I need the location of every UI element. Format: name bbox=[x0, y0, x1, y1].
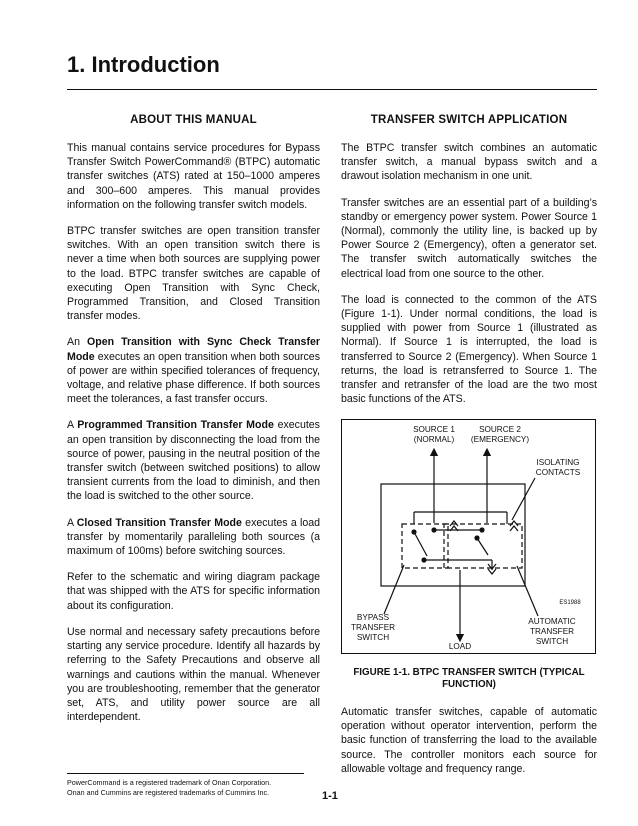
application-paragraph-4: Automatic transfer switches, capable of automatic operation without operator intervention, perform the basic function of transferring the load to the available source. The controller monitors each source for allowable voltage and frequency range. bbox=[341, 706, 597, 775]
title-rule bbox=[67, 89, 597, 90]
application-paragraph-3: The load is connected to the common of the ATS (Figure 1-1). Under normal conditions, the load is supplied with power from Source 1 (illustrated as Normal). If Source 1 is interrupted, the load is transferred to Source 2 (Emergency). When Source 1 returns, the load is retransferred to Source 1. The transfer and retransfer of the load are the two most basic functions of the ATS. bbox=[341, 293, 597, 406]
application-heading: TRANSFER SWITCH APPLICATION bbox=[370, 114, 568, 126]
about-paragraph-2: BTPC transfer switches are open transition transfer switches. With an open transition switch there is never a time when both sources are supplying power to the load. BTPC transfer switches are capable of executing Open Transition with Sync Check, Programmed Transition, and Closed Transition transfer modes. bbox=[67, 225, 320, 323]
bypass-transfer-switch-label: BYPASS TRANSFER SWITCH bbox=[350, 613, 396, 642]
isolating-contacts-label: ISOLATING CONTACTS bbox=[535, 458, 581, 477]
about-heading: ABOUT THIS MANUAL bbox=[130, 114, 257, 126]
application-paragraph-2: Transfer switches are an essential part of a building’s standby or emergency power system. Power Source 1 (Normal), commonly the utility line, is backed up by Power Source 2 (Emergency), often a generator set. The transfer switch automatically switches the electrical load from one source to the other. bbox=[341, 196, 597, 280]
about-paragraph-6: Refer to the schematic and wiring diagram package that was shipped with the ATS for specific information about its configuration. bbox=[67, 571, 320, 612]
page-number: 1-1 bbox=[322, 790, 338, 802]
figure-code: ES1988 bbox=[559, 600, 581, 606]
load-label: LOAD bbox=[448, 642, 472, 651]
source-1-label: SOURCE 1 (NORMAL) bbox=[413, 425, 455, 444]
figure-caption: FIGURE 1-1. BTPC TRANSFER SWITCH (TYPICAL FUNCTION) bbox=[353, 667, 585, 690]
application-paragraph-1: The BTPC transfer switch combines an automatic transfer switch, a manual bypass switch and a drawout isolation mechanism in one unit. bbox=[341, 142, 597, 183]
figure-btpc-diagram bbox=[341, 419, 596, 654]
right-column bbox=[341, 114, 597, 418]
trademark-footnote: PowerCommand is a registered trademark of Onan Corporation. Onan and Cummins are registered trademarks of Cummins Inc. bbox=[67, 778, 272, 797]
footnote-rule bbox=[67, 773, 304, 774]
about-paragraph-5: A Closed Transition Transfer Mode executes a load transfer by momentarily paralleling both sources (a maximum of 100ms) before switching sources. bbox=[67, 516, 321, 558]
about-paragraph-1: This manual contains service procedures for Bypass Transfer Switch PowerCommand® (BTPC) automatic transfer switches (ATS) rated at 150–1000 amperes and 300–600 amperes. This manual provides information on the following transfer switch models. bbox=[67, 142, 320, 211]
page-title: 1. Introduction bbox=[67, 52, 220, 77]
left-column bbox=[67, 114, 320, 736]
about-paragraph-3: An Open Transition with Sync Check Transfer Mode executes an open transition when both sources of power are within specified tolerances of frequency, voltage, and relative phase difference. If both sources meet the tolerances, a fast transfer occurs. bbox=[67, 336, 320, 406]
automatic-transfer-switch-label: AUTOMATIC TRANSFER SWITCH bbox=[528, 617, 576, 646]
about-paragraph-7: Use normal and necessary safety precautions before starting any service procedure. Identify all hazards by referring to the Safety Precautions and observe all warnings and cautions within the manual. Whenever you are troubleshooting, remember that the generator set, ATS, and utility power source are all interdependent. bbox=[67, 625, 320, 724]
about-paragraph-4: A Programmed Transition Transfer Mode executes an open transition by disconnecting the load from the source of power, pausing in the neutral position of the transfer switch (between switched positions) to allow transient currents from the load to diminish, and then the load is switched to the other source. bbox=[67, 419, 320, 503]
source-2-label: SOURCE 2 (EMERGENCY) bbox=[470, 425, 530, 444]
